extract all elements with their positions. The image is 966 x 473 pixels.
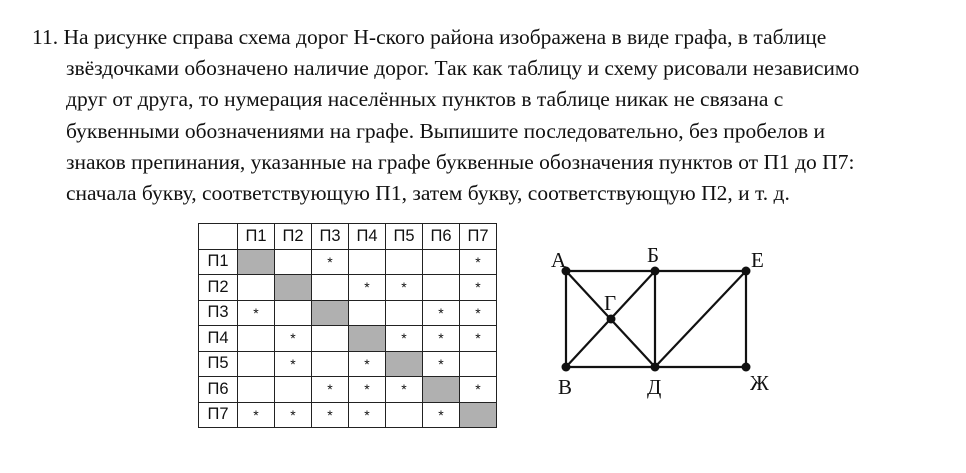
table-row (199, 377, 497, 403)
table-cell: * (275, 351, 312, 377)
table-cell: * (349, 351, 386, 377)
table-cell: * (460, 300, 497, 326)
table-cell (349, 326, 386, 352)
table-cell: * (275, 326, 312, 352)
task-text (32, 22, 932, 209)
column-header: П5 (386, 224, 423, 250)
table-header-row (199, 224, 497, 250)
vertex-label-zh: Ж (750, 371, 769, 395)
column-header: П2 (275, 224, 312, 250)
table-cell: * (238, 300, 275, 326)
table-cell: * (423, 402, 460, 428)
vertex-d (651, 363, 660, 372)
table-cell: * (349, 377, 386, 403)
table-cell: * (312, 377, 349, 403)
table-cell (312, 351, 349, 377)
table-cell: * (423, 326, 460, 352)
vertex-label-b: Б (647, 243, 660, 267)
table-cell (423, 377, 460, 403)
vertex-g (607, 315, 616, 324)
vertex-label-e: Е (751, 248, 764, 272)
table-cell: * (312, 402, 349, 428)
table-row (199, 249, 497, 275)
table-cell (460, 351, 497, 377)
table-cell: * (423, 351, 460, 377)
vertex-label-v: В (558, 375, 573, 399)
table-cell (386, 300, 423, 326)
table-cell: * (423, 300, 460, 326)
column-header: П4 (349, 224, 386, 250)
row-header: П4 (199, 326, 238, 352)
table-cell (423, 275, 460, 301)
table-cell (349, 249, 386, 275)
table-cell: * (386, 377, 423, 403)
table-cell (312, 275, 349, 301)
task-line-1 (32, 22, 932, 53)
task-line-5: знаков препинания, указанные на графе буквенные обозначения пунктов от П1 до П7: (66, 149, 855, 174)
row-header: П1 (199, 249, 238, 275)
table-row (199, 402, 497, 428)
table-cell (275, 377, 312, 403)
task-number: 11. (32, 25, 59, 49)
task-line-6: сначала букву, соответствующую П1, затем букву, соответствующую П2, и т. д. (66, 181, 790, 206)
edge-e-d (655, 271, 746, 367)
table-cell (238, 249, 275, 275)
table-cell (423, 249, 460, 275)
table-row (199, 300, 497, 326)
table-cell (238, 377, 275, 403)
table-cell: * (460, 249, 497, 275)
column-header: П7 (460, 224, 497, 250)
vertex-b (651, 267, 660, 276)
task-line-3: друг от друга, то нумерация населённых пунктов в таблице никак не связана с (66, 87, 784, 112)
vertex-label-a: А (551, 248, 567, 272)
table-cell (275, 300, 312, 326)
task-line-text: На рисунке справа схема дорог Н-ского района изображена в виде графа, в таблице (63, 25, 827, 49)
table-cell (275, 275, 312, 301)
table-cell: * (238, 402, 275, 428)
row-header: П3 (199, 300, 238, 326)
table-cell: * (460, 275, 497, 301)
table-row (199, 326, 497, 352)
vertex-e (742, 267, 751, 276)
vertex-v (562, 363, 571, 372)
road-graph (520, 230, 780, 410)
table-cell (386, 249, 423, 275)
table-cell (312, 300, 349, 326)
table-cell (349, 300, 386, 326)
table-cell: * (386, 326, 423, 352)
row-header: П2 (199, 275, 238, 301)
table-cell (238, 351, 275, 377)
vertex-label-g: Г (604, 291, 617, 315)
table-cell: * (312, 249, 349, 275)
table-cell: * (386, 275, 423, 301)
task-line-4: буквенными обозначениями на графе. Выпишите последовательно, без пробелов и (66, 118, 826, 143)
table-cell (460, 402, 497, 428)
table-cell (238, 326, 275, 352)
adjacency-table (198, 223, 497, 428)
vertex-label-d: Д (647, 375, 662, 399)
table-cell (238, 275, 275, 301)
table-cell (312, 326, 349, 352)
column-header: П6 (423, 224, 460, 250)
table-cell (386, 351, 423, 377)
table-cell (275, 249, 312, 275)
row-header: П6 (199, 377, 238, 403)
table-cell: * (460, 326, 497, 352)
row-header: П5 (199, 351, 238, 377)
table-cell: * (275, 402, 312, 428)
column-header: П1 (238, 224, 275, 250)
task-line-2: звёздочками обозначено наличие дорог. Так как таблицу и схему рисовали независимо (66, 56, 860, 81)
table-cell: * (349, 275, 386, 301)
table-corner-cell (199, 224, 238, 250)
table-cell (386, 402, 423, 428)
table-cell: * (349, 402, 386, 428)
table-row (199, 275, 497, 301)
graph-edges (566, 271, 746, 367)
column-header: П3 (312, 224, 349, 250)
table-cell: * (460, 377, 497, 403)
row-header: П7 (199, 402, 238, 428)
table-row (199, 351, 497, 377)
